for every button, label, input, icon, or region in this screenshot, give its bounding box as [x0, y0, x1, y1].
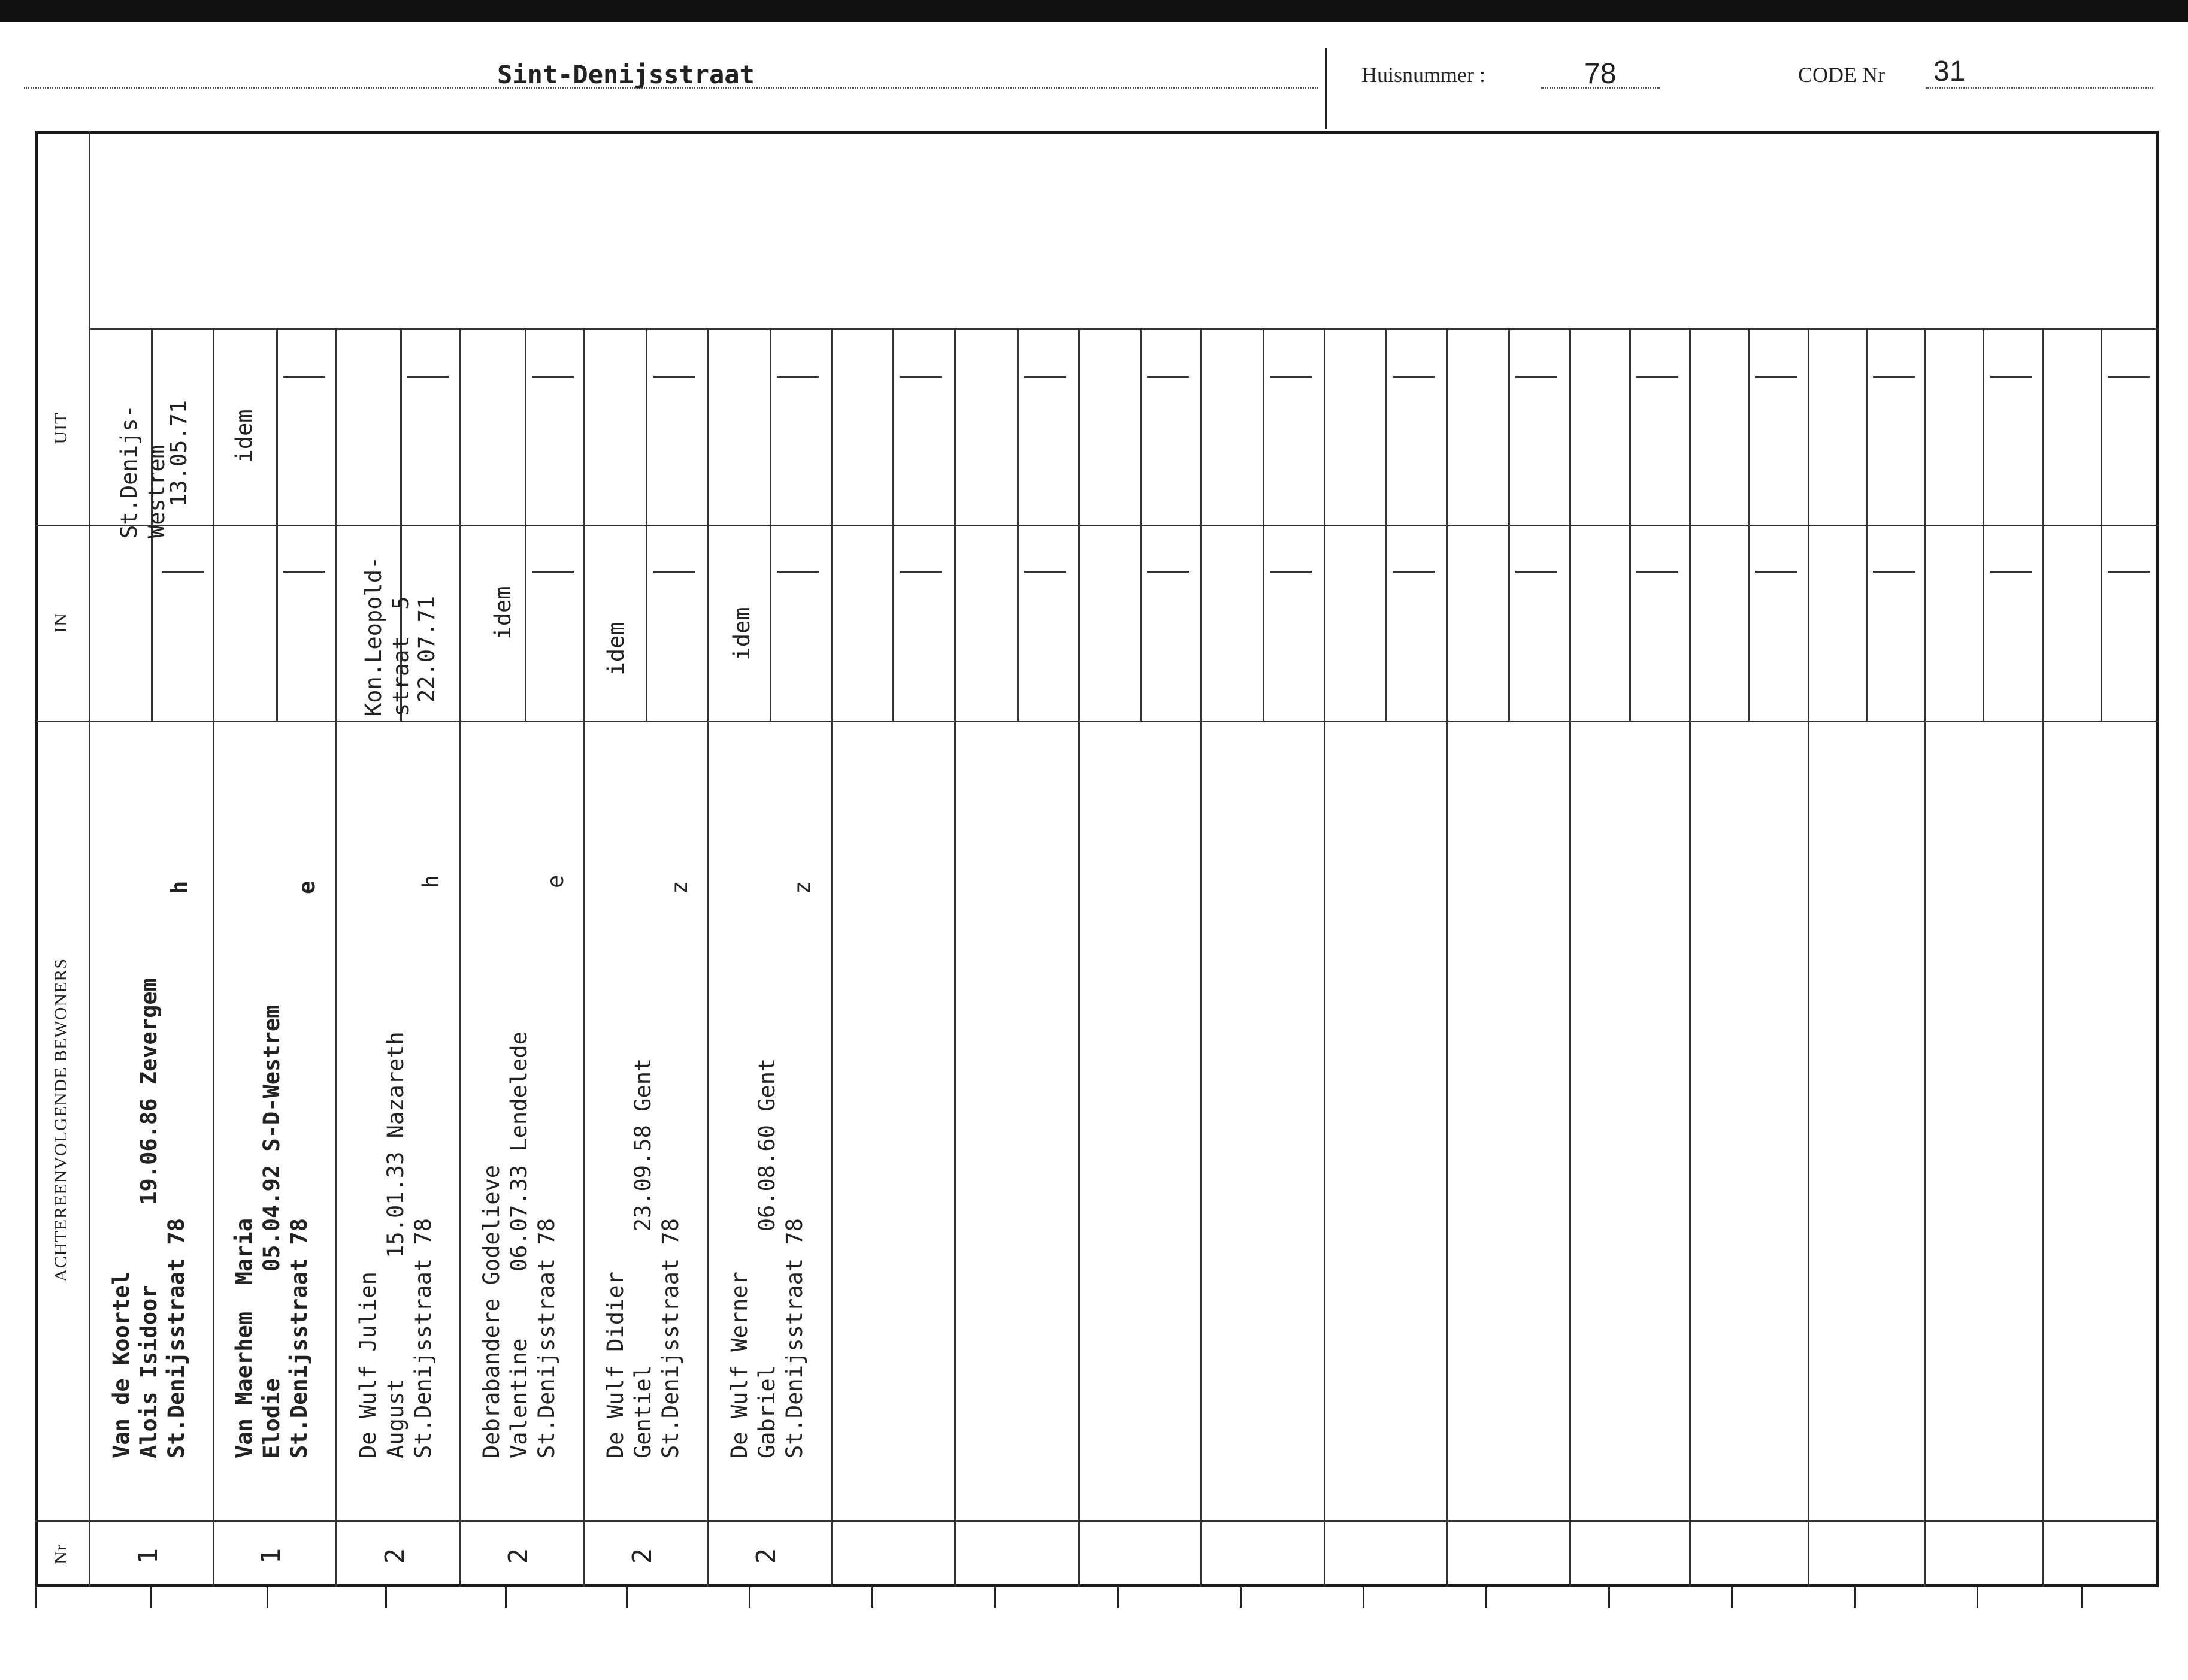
band-divider-in-residents [35, 721, 2159, 722]
resident-entry [478, 830, 562, 1458]
resident-nr: 2 [627, 1548, 658, 1564]
empty-dash [1393, 571, 1435, 573]
empty-dash [1147, 376, 1189, 378]
col-divider [1808, 328, 1809, 1587]
col-divider [831, 328, 833, 1587]
empty-dash [1147, 571, 1189, 573]
resident-address: St.Denijsstraat 78 [534, 1218, 559, 1458]
half-col-divider [1017, 328, 1019, 721]
empty-dash [1024, 376, 1066, 378]
in-place: idem [729, 607, 755, 661]
half-col-divider [1866, 328, 1868, 721]
bottom-tick [385, 1587, 387, 1608]
scan-top-border [0, 0, 2188, 22]
empty-dash [1755, 571, 1797, 573]
resident-name: De Wulf Didier [603, 1272, 628, 1458]
half-col-divider [1629, 328, 1631, 721]
half-col-divider [1140, 328, 1142, 721]
resident-address: St.Denijsstraat 78 [410, 1218, 436, 1458]
empty-dash [162, 571, 204, 573]
half-col-divider [1508, 328, 1510, 721]
col-divider [1200, 328, 1202, 1587]
header-divider [1325, 48, 1327, 129]
half-col-divider [2101, 328, 2102, 721]
empty-dash [2108, 376, 2150, 378]
row-label-nr: Nr [51, 1544, 71, 1564]
resident-nr: 2 [503, 1548, 534, 1564]
empty-dash [1873, 571, 1915, 573]
resident-entry [602, 830, 686, 1458]
resident-name: Van de Koortel [108, 1272, 134, 1458]
resident-address: St.Denijsstraat 78 [782, 1218, 807, 1458]
resident-mark: h [167, 880, 192, 894]
half-col-divider [892, 328, 894, 721]
resident-address: St.Denijsstraat 78 [658, 1218, 683, 1458]
row-label-residents: ACHTEREENVOLGENDE BEWONERS [51, 958, 71, 1282]
half-col-divider [276, 328, 278, 721]
half-col-divider [1983, 328, 1984, 721]
bottom-tick [1608, 1587, 1610, 1608]
uit-place: idem [231, 409, 257, 463]
empty-dash [777, 571, 819, 573]
empty-dash [1024, 571, 1066, 573]
col-divider [1924, 328, 1926, 1587]
register-table [35, 131, 2159, 1587]
resident-mark: e [294, 880, 320, 894]
empty-dash [1636, 376, 1678, 378]
band-divider-uit-in [35, 525, 2159, 526]
half-col-divider [1748, 328, 1750, 721]
resident-mark: z [789, 880, 815, 894]
bottom-tick [505, 1587, 507, 1608]
resident-given-birth: Gabriel 06.08.60 Gent [754, 1058, 780, 1458]
col-divider [1689, 328, 1691, 1587]
col-divider [2042, 328, 2044, 1587]
empty-dash [1393, 376, 1435, 378]
empty-dash [653, 571, 695, 573]
bottom-tick [1854, 1587, 1856, 1608]
label-column-divider [89, 131, 90, 1587]
bottom-tick [1485, 1587, 1487, 1608]
col-divider [335, 328, 337, 1587]
resident-name: De Wulf Julien [355, 1272, 381, 1458]
empty-dash [1515, 376, 1557, 378]
half-col-divider [1385, 328, 1387, 721]
code-label: CODE Nr [1798, 63, 1885, 87]
empty-dash [777, 376, 819, 378]
resident-given-birth: August 15.01.33 Nazareth [383, 1031, 408, 1458]
in-place: idem [490, 586, 516, 640]
bottom-tick [994, 1587, 996, 1608]
empty-dash [532, 376, 574, 378]
resident-nr: 1 [256, 1548, 286, 1564]
empty-dash [900, 376, 942, 378]
resident-given-birth: Valentine 06.07.33 Lendelede [506, 1031, 532, 1458]
col-divider [1446, 328, 1448, 1587]
resident-name: Van Maerhem Maria [231, 1218, 257, 1458]
house-number-label: Huisnummer : [1361, 63, 1485, 87]
bottom-tick [267, 1587, 268, 1608]
in-date: 22.07.71 [414, 595, 440, 703]
empty-dash [1755, 376, 1797, 378]
empty-dash [407, 376, 449, 378]
resident-address: St.Denijsstraat 78 [286, 1218, 312, 1458]
resident-mark: z [667, 880, 692, 894]
bottom-tick [150, 1587, 152, 1608]
uit-place: St.Denijs- Westrem [116, 405, 170, 538]
empty-dash [1636, 571, 1678, 573]
resident-given-birth: Gentiel 23.09.58 Gent [630, 1058, 656, 1458]
bottom-tick [1977, 1587, 1978, 1608]
col-divider [954, 328, 956, 1587]
bottom-tick [1363, 1587, 1364, 1608]
bottom-tick [35, 1587, 37, 1608]
resident-entry [726, 830, 810, 1458]
resident-entry [231, 830, 314, 1458]
half-col-divider [646, 328, 647, 721]
col-divider [1324, 328, 1325, 1587]
resident-name: De Wulf Werner [727, 1272, 752, 1458]
empty-dash [532, 571, 574, 573]
in-place: idem [603, 622, 629, 676]
empty-dash [1270, 376, 1312, 378]
row-label-in: IN [51, 613, 71, 633]
resident-nr: 2 [751, 1548, 782, 1564]
resident-given-birth: Alois Isidoor 19.06.86 Zevergem [136, 978, 162, 1458]
bottom-tick [626, 1587, 628, 1608]
resident-nr: 2 [380, 1548, 410, 1564]
empty-dash [1990, 571, 2032, 573]
bottom-tick [1117, 1587, 1119, 1608]
half-col-divider [1263, 328, 1264, 721]
bottom-tick [2081, 1587, 2083, 1608]
resident-mark: e [543, 874, 568, 888]
col-divider [1569, 328, 1571, 1587]
col-divider [707, 328, 709, 1587]
half-col-divider [770, 328, 771, 721]
bottom-tick [1731, 1587, 1733, 1608]
resident-name: Debrabandere Godelieve [479, 1164, 504, 1458]
bottom-tick [749, 1587, 750, 1608]
empty-dash [1990, 376, 2032, 378]
empty-dash [2108, 571, 2150, 573]
bottom-tick [871, 1587, 873, 1608]
empty-dash [283, 376, 325, 378]
col-divider [459, 328, 461, 1587]
band-divider-residents-nr [35, 1520, 2159, 1522]
in-place: Kon.Leopold- straat 5 [361, 556, 414, 716]
uit-date: 13.05.71 [166, 399, 192, 507]
street-name: Sint-Denijsstraat [497, 60, 755, 89]
empty-dash [283, 571, 325, 573]
empty-dash [1515, 571, 1557, 573]
house-number-value: 78 [1584, 58, 1617, 90]
resident-given-birth: Elodie 05.04.92 S-D-Westrem [259, 1004, 285, 1458]
code-number-value: 31 [1933, 56, 1966, 87]
bottom-tick [1240, 1587, 1242, 1608]
col-divider [213, 328, 214, 1587]
empty-dash [1270, 571, 1312, 573]
empty-dash [900, 571, 942, 573]
resident-entry [108, 830, 192, 1458]
empty-dash [1873, 376, 1915, 378]
half-col-divider [525, 328, 526, 721]
col-divider [1078, 328, 1080, 1587]
row-label-uit: UIT [51, 412, 71, 444]
resident-mark: h [418, 874, 444, 888]
resident-entry [355, 830, 438, 1458]
resident-address: St.Denijsstraat 78 [164, 1218, 189, 1458]
col-divider [583, 328, 585, 1587]
empty-dash [653, 376, 695, 378]
resident-nr: 1 [133, 1548, 164, 1564]
